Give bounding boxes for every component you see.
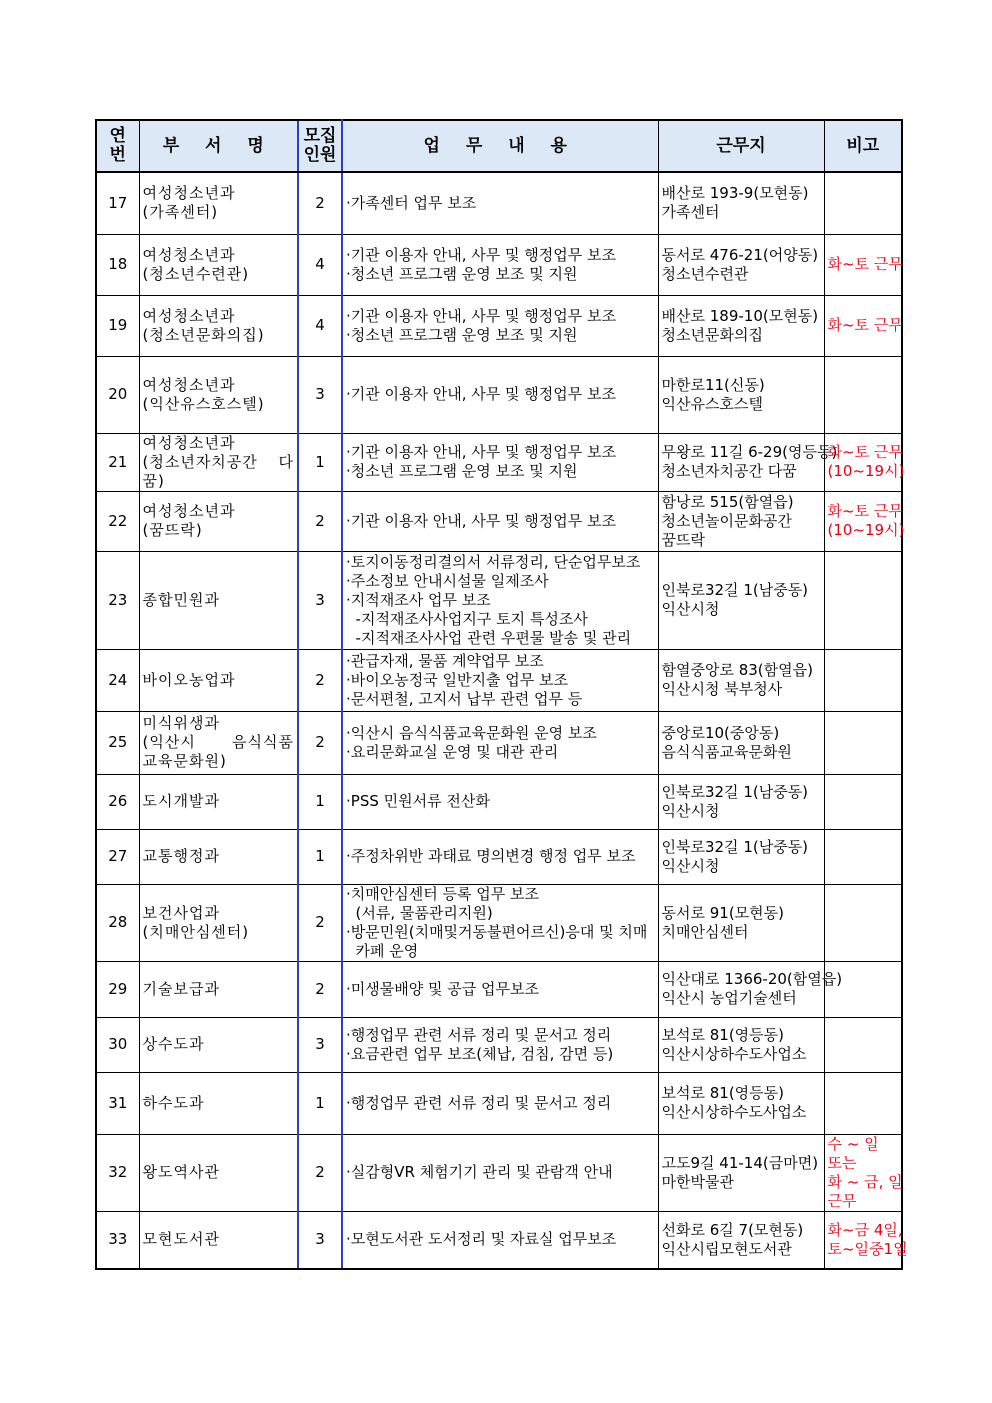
department-line: 여성청소년과 — [142, 502, 236, 520]
task-line: ·바이오농정국 일반지출 업무 보조 — [346, 670, 568, 689]
task-cell — [342, 356, 658, 433]
workplace-line: 가족센터 — [661, 203, 720, 222]
workplace-cell — [658, 1072, 824, 1134]
workplace-line: 익산시청 — [661, 856, 720, 875]
department-line: (가족센터) — [142, 203, 219, 222]
workplace-line: 익산시상하수도사업소 — [661, 1103, 807, 1121]
workplace-line: 보석로 81(영등동) — [661, 1084, 784, 1102]
header-note: 비고 — [824, 120, 902, 172]
note-cell — [824, 1134, 902, 1211]
task-cell — [342, 884, 658, 961]
recruit-count: 2 — [298, 172, 342, 234]
note-cell — [824, 829, 902, 884]
recruit-count: 2 — [298, 884, 342, 961]
note-cell — [824, 295, 902, 356]
department-cell — [139, 551, 298, 649]
department-line: 왕도역사관 — [142, 1163, 220, 1181]
task-line: ·청소년 프로그램 운영 보조 및 지원 — [346, 264, 578, 283]
workplace-line: 중앙로10(중앙동) — [661, 723, 780, 742]
table-row — [96, 551, 902, 649]
row-number: 33 — [96, 1211, 139, 1269]
department-line: 기술보급과 — [142, 979, 220, 998]
table-row — [96, 711, 902, 774]
task-line: ·치매안심센터 등록 업무 보조 — [346, 884, 539, 903]
workplace-cell — [658, 829, 824, 884]
note-line: 화~토 근무 — [827, 502, 903, 520]
workplace-cell — [658, 961, 843, 1017]
workplace-line: 인북로32길 1(남중동) — [661, 581, 809, 599]
note-line: 화~토 근무 — [827, 443, 903, 461]
table-row — [96, 1134, 902, 1211]
task-line: ·주정차위반 과태료 명의변경 행정 업무 보조 — [346, 847, 636, 865]
department-cell — [139, 356, 298, 433]
department-line: (치매안심센터) — [142, 922, 250, 941]
row-number: 23 — [96, 551, 139, 649]
table-row — [96, 884, 902, 961]
row-number: 21 — [96, 433, 139, 491]
task-cell — [342, 491, 658, 551]
recruit-count: 2 — [298, 1134, 342, 1211]
row-number: 24 — [96, 649, 139, 711]
note-line: (10~19시) — [827, 521, 905, 539]
note-cell — [824, 551, 902, 649]
workplace-line: 익산시청 — [661, 801, 720, 820]
task-line: ·익산시 음식식품교육문화원 운영 보조 — [346, 723, 597, 742]
task-cell — [342, 1211, 658, 1269]
workplace-line: 선화로 6길 7(모현동) — [661, 1220, 804, 1239]
recruit-count: 3 — [298, 1211, 342, 1269]
recruit-count: 4 — [298, 295, 342, 356]
row-number: 17 — [96, 172, 139, 234]
header-no: 연 번 — [96, 120, 139, 172]
department-line: 보건사업과 — [142, 903, 220, 922]
recruitment-table — [95, 119, 908, 1270]
task-cell — [342, 961, 658, 1017]
department-line: 종합민원과 — [142, 590, 220, 609]
workplace-line: 함열중앙로 83(함열읍) — [661, 661, 813, 679]
header-dept: 부 서 명 — [139, 120, 298, 172]
task-line: ·청소년 프로그램 운영 보조 및 지원 — [346, 462, 578, 480]
recruit-count: 2 — [298, 711, 342, 774]
workplace-cell — [658, 774, 824, 829]
row-number: 27 — [96, 829, 139, 884]
row-number: 30 — [96, 1017, 139, 1072]
department-line: 바이오농업과 — [142, 670, 236, 689]
table-row — [96, 491, 902, 551]
workplace-cell — [658, 649, 824, 711]
note-line: 또는 — [827, 1153, 857, 1172]
recruit-count: 3 — [298, 1017, 342, 1072]
note-cell — [824, 491, 905, 551]
recruit-count: 1 — [298, 774, 342, 829]
task-line: ·토지이동정리결의서 서류정리, 단순업무보조 — [346, 552, 641, 571]
workplace-cell — [658, 234, 824, 295]
workplace-line: 동서로 476-21(어양동) — [661, 245, 819, 264]
department-line: 여성청소년과 — [142, 306, 236, 325]
department-cell — [139, 491, 298, 551]
task-line: ·기관 이용자 안내, 사무 및 행정업무 보조 — [346, 245, 616, 264]
table-row — [96, 1211, 902, 1269]
workplace-cell — [658, 884, 824, 961]
workplace-line: 익산시청 북부청사 — [661, 680, 783, 698]
task-line: ·요금관련 업무 보조(체납, 검침, 감면 등) — [346, 1044, 614, 1063]
workplace-line: 익산시 농업기술센터 — [661, 989, 797, 1007]
task-line: ·모현도서관 도서정리 및 자료실 업무보조 — [346, 1230, 617, 1249]
note-cell — [824, 884, 902, 961]
note-cell — [824, 356, 902, 433]
task-line: ·관급자재, 물품 계약업무 보조 — [346, 651, 544, 670]
department-line: 여성청소년과 — [142, 375, 236, 394]
task-line: ·청소년 프로그램 운영 보조 및 지원 — [346, 325, 578, 344]
workplace-cell — [658, 433, 838, 491]
department-cell — [139, 1017, 298, 1072]
workplace-line: 익산시립모현도서관 — [661, 1239, 792, 1258]
workplace-cell — [658, 1017, 824, 1072]
note-cell — [824, 1211, 908, 1269]
note-cell — [824, 649, 902, 711]
row-number: 19 — [96, 295, 139, 356]
workplace-cell — [658, 711, 824, 774]
department-cell — [139, 711, 298, 774]
task-line: -지적재조사사업지구 토지 특성조사 — [346, 609, 588, 628]
recruit-count: 3 — [298, 551, 342, 649]
workplace-line: 음식식품교육문화원 — [661, 742, 792, 761]
row-number: 26 — [96, 774, 139, 829]
workplace-cell — [658, 491, 824, 551]
table-body — [96, 172, 908, 1269]
task-line: ·실감형VR 체험기기 관리 및 관람객 안내 — [346, 1163, 613, 1181]
task-cell — [342, 829, 658, 884]
table-row — [96, 774, 902, 829]
workplace-line: 치매안심센터 — [661, 922, 749, 941]
workplace-line: 청소년문화의집 — [661, 325, 763, 344]
note-line: 화~금 4일, — [827, 1220, 903, 1239]
department-line: 여성청소년과 — [142, 184, 236, 203]
note-line: 수 ~ 일 — [827, 1134, 879, 1153]
task-cell — [342, 551, 658, 649]
department-line: 모현도서관 — [142, 1230, 220, 1249]
task-line: ·기관 이용자 안내, 사무 및 행정업무 보조 — [346, 385, 616, 403]
recruit-count: 2 — [298, 491, 342, 551]
department-cell — [139, 884, 298, 961]
department-cell — [139, 172, 298, 234]
department-cell — [139, 1211, 298, 1269]
task-cell — [342, 1134, 658, 1211]
department-line: 교통행정과 — [142, 847, 220, 865]
workplace-cell — [658, 1211, 824, 1269]
table-row — [96, 961, 902, 1017]
table-row — [96, 1072, 902, 1134]
recruit-count: 1 — [298, 829, 342, 884]
header-tasks: 업 무 내 용 — [342, 120, 658, 172]
task-line: -지적재조사사업 관련 우편물 발송 및 관리 — [346, 628, 632, 647]
header-place: 근무지 — [658, 120, 824, 172]
department-cell — [139, 774, 298, 829]
note-line: 화~토 근무 — [827, 316, 903, 334]
task-line: ·지적재조사 업무 보조 — [346, 590, 491, 609]
table-row — [96, 829, 902, 884]
task-cell — [342, 172, 658, 234]
workplace-line: 함낭로 515(함열읍) — [661, 492, 794, 511]
department-line: 미식위생과 — [142, 714, 220, 732]
recruit-count: 2 — [298, 961, 342, 1017]
task-cell — [342, 234, 658, 295]
note-line: 토~일중1일 — [827, 1239, 908, 1258]
task-cell — [342, 1072, 658, 1134]
note-cell — [824, 711, 902, 774]
workplace-cell — [658, 551, 824, 649]
workplace-line: 인북로32길 1(남중동) — [661, 837, 809, 856]
task-line: ·미생물배양 및 공급 업무보조 — [346, 979, 539, 998]
table-header-row — [96, 120, 902, 172]
workplace-line: 익산시상하수도사업소 — [661, 1044, 807, 1063]
department-line: 여성청소년과 — [142, 433, 236, 452]
note-line: (10~19시) — [827, 462, 905, 480]
task-line: ·문서편철, 고지서 납부 관련 업무 등 — [346, 689, 583, 708]
department-cell — [139, 829, 298, 884]
workplace-cell — [658, 172, 824, 234]
task-line: ·요리문화교실 운영 및 대관 관리 — [346, 742, 559, 761]
department-line: (청소년문화의집) — [142, 325, 265, 344]
workplace-line: 익산시청 — [661, 600, 720, 618]
task-line: ·행정업무 관련 서류 정리 및 문서고 정리 — [346, 1093, 612, 1112]
recruit-count: 3 — [298, 356, 342, 433]
row-number: 31 — [96, 1072, 139, 1134]
department-line: (익산유스호스텔) — [142, 394, 265, 413]
task-cell — [342, 711, 658, 774]
note-line: 화~토 근무 — [827, 255, 903, 273]
task-cell — [342, 649, 658, 711]
workplace-line: 청소년수련관 — [661, 264, 749, 283]
row-number: 18 — [96, 234, 139, 295]
note-cell — [824, 433, 905, 491]
table-row — [96, 234, 902, 295]
note-cell — [824, 1017, 902, 1072]
task-cell — [342, 774, 658, 829]
task-cell — [342, 433, 658, 491]
workplace-line: 마한박물관 — [661, 1172, 734, 1191]
row-number: 22 — [96, 491, 139, 551]
workplace-cell — [658, 1134, 824, 1211]
workplace-line: 꿈뜨락 — [661, 530, 705, 549]
department-line: (청소년수련관) — [142, 264, 250, 283]
recruit-count: 2 — [298, 649, 342, 711]
task-line: 카페 운영 — [346, 941, 419, 960]
note-cell — [824, 774, 902, 829]
row-number: 20 — [96, 356, 139, 433]
table-row — [96, 649, 902, 711]
workplace-line: 배산로 189-10(모현동) — [661, 306, 819, 325]
workplace-line: 청소년자치공간 다꿈 — [661, 462, 797, 480]
task-line: ·기관 이용자 안내, 사무 및 행정업무 보조 — [346, 443, 616, 461]
task-line: ·방문민원(치매및거동불편어르신)응대 및 치매 — [346, 922, 648, 941]
task-cell — [342, 1017, 658, 1072]
workplace-line: 마한로11(신동) — [661, 375, 765, 394]
note-line: 화 ~ 금, 일 — [827, 1172, 903, 1191]
row-number: 28 — [96, 884, 139, 961]
table-row — [96, 172, 902, 234]
recruit-count: 1 — [298, 1072, 342, 1134]
department-line: (익산시 음식식품 — [142, 733, 294, 751]
workplace-cell — [658, 356, 824, 433]
task-line: ·주소정보 안내시설물 일제조사 — [346, 571, 549, 590]
task-line: ·기관 이용자 안내, 사무 및 행정업무 보조 — [346, 511, 616, 530]
task-line: ·행정업무 관련 서류 정리 및 문서고 정리 — [346, 1025, 612, 1044]
task-cell — [342, 295, 658, 356]
note-line: 근무 — [827, 1191, 857, 1210]
department-cell — [139, 433, 298, 491]
note-cell — [824, 234, 902, 295]
department-cell — [139, 234, 298, 295]
department-line: 여성청소년과 — [142, 245, 236, 264]
department-cell — [139, 1134, 298, 1211]
workplace-line: 인북로32길 1(남중동) — [661, 782, 809, 801]
recruit-count: 1 — [298, 433, 342, 491]
header-count: 모집 인원 — [298, 120, 342, 172]
workplace-cell — [658, 295, 824, 356]
task-line: ·가족센터 업무 보조 — [346, 193, 477, 212]
workplace-line: 고도9길 41-14(금마면) — [661, 1153, 819, 1172]
department-line: (꿈뜨락) — [142, 521, 203, 539]
task-line: (서류, 물품관리지원) — [346, 903, 493, 922]
row-number: 25 — [96, 711, 139, 774]
department-cell — [139, 961, 298, 1017]
workplace-line: 동서로 91(모현동) — [661, 903, 784, 922]
table-row — [96, 433, 902, 491]
workplace-line: 보석로 81(영등동) — [661, 1025, 784, 1044]
department-line: 상수도과 — [142, 1035, 205, 1053]
workplace-line: 익산유스호스텔 — [661, 394, 763, 413]
table-row — [96, 295, 902, 356]
workplace-line: 무왕로 11길 6-29(영등동) — [661, 443, 838, 461]
note-cell — [824, 172, 902, 234]
department-line: 교육문화원) — [142, 752, 227, 770]
department-cell — [139, 649, 298, 711]
note-cell — [824, 1072, 902, 1134]
department-cell — [139, 295, 298, 356]
workplace-line: 청소년놀이문화공간 — [661, 511, 792, 530]
workplace-line: 익산대로 1366-20(함열읍) — [661, 970, 843, 988]
task-line: ·기관 이용자 안내, 사무 및 행정업무 보조 — [346, 306, 616, 325]
department-cell — [139, 1072, 298, 1134]
row-number: 29 — [96, 961, 139, 1017]
row-number: 32 — [96, 1134, 139, 1211]
department-line: (청소년자치공간 다꿈) — [142, 452, 294, 490]
table-row — [96, 1017, 902, 1072]
department-line: 도시개발과 — [142, 792, 220, 810]
task-line: ·PSS 민원서류 전산화 — [346, 792, 490, 810]
recruit-count: 4 — [298, 234, 342, 295]
workplace-line: 배산로 193-9(모현동) — [661, 184, 809, 203]
department-line: 하수도과 — [142, 1093, 205, 1112]
table-row — [96, 356, 902, 433]
